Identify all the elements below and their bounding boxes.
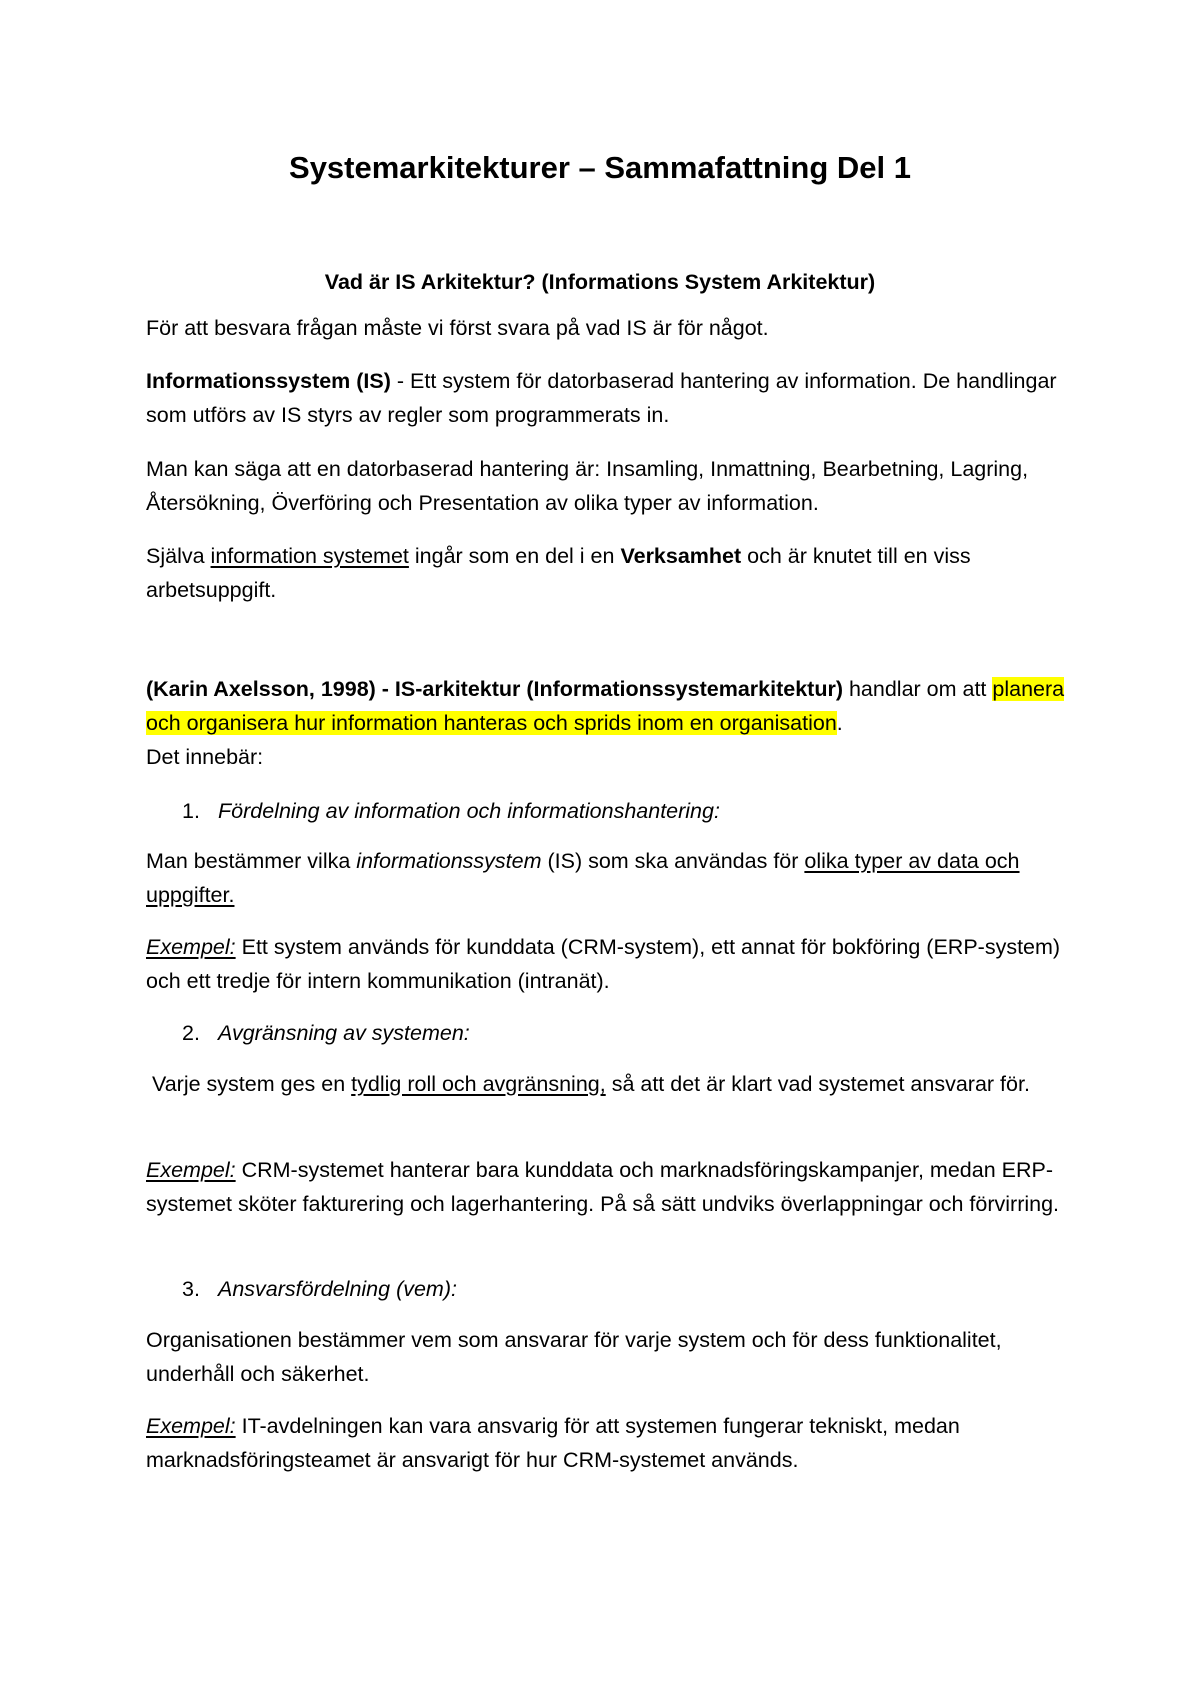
list-item-3 (182, 1272, 457, 1306)
list-item-heading: Avgränsning av systemen: (218, 1021, 470, 1045)
list-item-1 (182, 794, 720, 828)
list-item-heading: Fördelning av information och informationshantering: (218, 799, 720, 823)
paragraph-item1-example (146, 930, 1066, 998)
text-span: handlar om att (842, 677, 993, 701)
text-span: Man bestämmer vilka (146, 849, 357, 873)
paragraph-axelsson (146, 672, 1066, 774)
example-label: Exempel: (146, 1414, 236, 1438)
paragraph-handling-steps: Man kan säga att en datorbaserad hantering är: Insamling, Inmattning, Bearbetning, Lagring, Återsökning, Överföring och Presentation av olika typer av information. (146, 457, 1029, 515)
paragraph-intro: För att besvara frågan måste vi först svara på vad IS är för något. (146, 316, 769, 340)
example-label: Exempel: (146, 935, 236, 959)
text-span: CRM-systemet hanterar bara kunddata och marknadsföringskampanjer, medan ERP-systemet sköter fakturering och lagerhantering. På så sätt undviks överlappningar och förvirring. (146, 1158, 1060, 1216)
highlighted-text: planera och organisera hur information hanteras och sprids inom en organisation (146, 677, 1065, 735)
definition-text: - Ett system för datorbaserad hantering av information. De handlingar som utförs av IS styrs av regler som programmerats in. (146, 369, 1057, 427)
term-bold: Verksamhet (620, 544, 742, 568)
text-span: så att det är klart vad systemet ansvarar för. (605, 1072, 1030, 1096)
underlined-term: information systemet (210, 544, 409, 568)
text-span: Det innebär: (146, 745, 264, 769)
text-span: ingår som en del i en (408, 544, 621, 568)
paragraph-item3-desc: Organisationen bestämmer vem som ansvarar för varje system och för dess funktionalitet, underhåll och säkerhet. (146, 1328, 1002, 1386)
text-span: Varje system ges en (146, 1072, 352, 1096)
list-number: 2. (182, 1021, 200, 1045)
term-bold: - IS-arkitektur (Informationssystemarkitektur) (375, 677, 843, 701)
text-span: IT-avdelningen kan vara ansvarig för att systemen fungerar tekniskt, medan marknadsföringsteamet är ansvarigt för hur CRM-systemet används. (146, 1414, 960, 1472)
example-label: Exempel: (146, 1158, 236, 1182)
paragraph-item1-desc (146, 844, 1066, 912)
list-item-2 (182, 1016, 470, 1050)
paragraph-item2-desc (146, 1067, 1066, 1101)
list-item-heading: Ansvarsfördelning (vem): (218, 1277, 457, 1301)
paragraph-verksamhet (146, 539, 1066, 607)
text-span: . (836, 711, 843, 735)
text-span: Själva (146, 544, 211, 568)
list-number: 3. (182, 1277, 200, 1301)
term-bold: Informationssystem (IS) (146, 369, 391, 393)
underlined-term: olika typer av data och uppgifter. (146, 849, 1020, 907)
document-title: Systemarkitekturer – Sammafattning Del 1 (289, 150, 911, 185)
citation-bold: (Karin Axelsson, 1998) (146, 677, 376, 701)
paragraph-item2-example (146, 1153, 1066, 1221)
list-number: 1. (182, 799, 200, 823)
text-span: Ett system används för kunddata (CRM-system), ett annat för bokföring (ERP-system) och ett tredje för intern kommunikation (intranät). (146, 935, 1061, 993)
paragraph-is-definition (146, 364, 1066, 432)
underlined-term: tydlig roll och avgränsning, (351, 1072, 606, 1096)
text-span: (IS) som ska användas för (541, 849, 805, 873)
section-heading: Vad är IS Arkitektur? (Informations System Arkitektur) (324, 270, 876, 294)
text-span: och är knutet till en viss arbetsuppgift. (146, 544, 971, 602)
paragraph-item3-example (146, 1409, 1066, 1477)
italic-term: informationssystem (356, 849, 542, 873)
